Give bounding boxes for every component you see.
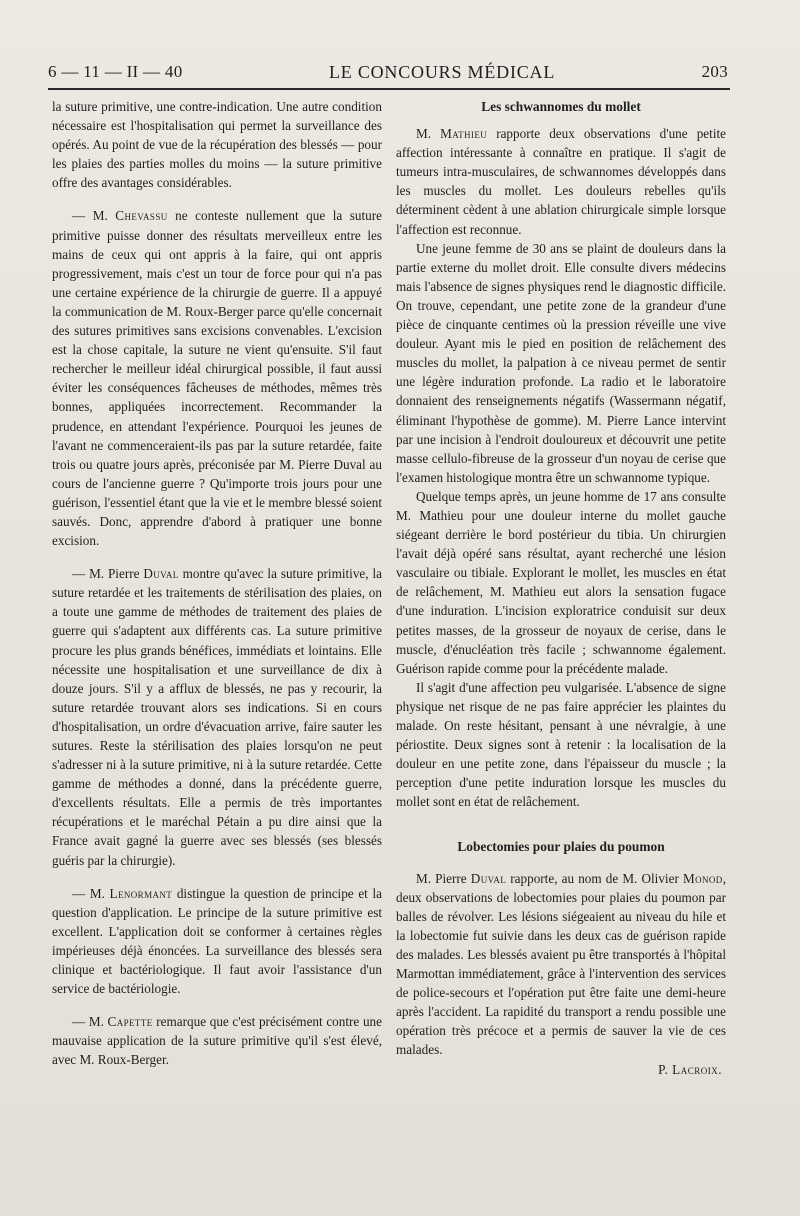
paragraph-discussion: Il s'agit d'une affection peu vulgarisée. L'absence de signe physique net risque de ne pas faire apprécier les plaintes du malade. On reste hésitant, pensant à une névralgie, à une périostite. Deux signes sont à retenir : la localisation de la douleur en une petite zone, dans l'épaisseur du muscle ; la perception d'une petite induration lorsque les muscles du mollet sont en état de relâchement. xyxy=(396,679,726,810)
header-rule xyxy=(48,88,730,90)
paragraph-capette: — M. Capette remarque que c'est précisément contre une mauvaise application de la suture primitive qu'il s'est élevé, avec M. Roux-Berger. xyxy=(52,1014,382,1068)
left-column xyxy=(52,97,382,1070)
paragraph-lobectomies: M. Pierre Duval rapporte, au nom de M. Olivier Monod, deux observations de lobectomies pour plaies du poumon par balles de révolver. Les lésions siégeaient au niveau du hile et la lobectomie fut suivie dans les deux cas de guérison rapide des malades. Les blessés avaient pu être transportés à l'hôpital Marmottan immédiatement, grâce à l'intervention des services de police-secours et l'opération put être faite une demi-heure après l'accident. La rapidité du transport a rendu possible une opération très précoce et a permis de sauver la vie de ces malades. xyxy=(396,870,726,1058)
journal-title: LE CONCOURS MÉDICAL xyxy=(328,61,556,82)
paragraph-lenormant: — M. Lenormant distingue la question de principe et la question d'application. Le principe de la suture primitive est excellent. L'application doit se conformer à certaines règles impérieuses déjà énoncées. La surveillance des blessés sera clinique et bactériologique. Il faut avoir l'assistance d'un service de bactériologie. xyxy=(52,885,383,997)
author-chevassu: Chevassu xyxy=(115,208,168,224)
author-duval: Duval xyxy=(143,566,179,582)
paragraph-suture-intro: la suture primitive, une contre-indication. Une autre condition nécessaire est l'hospitalisation qui permet la surveillance des opérés. Au point de vue de la récupération des blessés — pour les plaies des parties molles du moins — la suture primitive offre des avantages considérables. xyxy=(52,99,382,191)
author-monod: Monod xyxy=(682,870,723,886)
paragraph-mathieu: M. Mathieu rapporte deux observations d'une petite affection intéressante à connaître en pratique. Il s'agit de tumeurs intra-musculaires, de schwannomes développés dans les muscles du mollet. Les douleurs rebelles qu'ils déterminent cèdent à une ablation chirurgicale simple lorsque l'affection est reconnue. xyxy=(396,126,726,237)
section-heading-schwannomes: Les schwannomes du mollet xyxy=(481,99,641,114)
issue-date: 6 — 11 — II — 40 xyxy=(48,62,183,81)
paragraph-chevassu: — M. Chevassu ne conteste nullement que la suture primitive puisse donner des résultats merveilleux entre les mains de ceux qui ont appris à la faire, qui ont appris progressivement, mais c'est un tour de force pour qui n'a pas une certaine expérience de la chirurgie de guerre. Il a appuyé la communication de M. Roux-Berger parce qu'elle concernait des sutures primitives sans excisions convenables. L'excision est la chose capitale, la suture ne vient qu'ensuite. S'il faut rechercher le meilleur idéal chirurgical possible, il faut aussi éviter les conséquences fâcheuses de méthodes, mêmes très bonnes, appliquées incorrectement. Recommander la prudence, en attendant l'expérience. Pourquoi les jeunes de l'avant ne commenceraient-ils pas par la suture retardée, faite trois ou quatre jours après, préconisée par M. Pierre Duval au cours de l'ancienne guerre ? Qu'importe trois jours pour une guérison, l'essentiel étant que la vie et le membre blessé soient sauvés. Donc, apprendre d'abord à pratiquer une bonne excision. xyxy=(52,208,382,549)
section-heading-lobectomies: Lobectomies pour plaies du poumon xyxy=(457,839,665,855)
signature-name: Lacroix. xyxy=(672,1061,722,1077)
paragraph-duval: — M. Pierre Duval montre qu'avec la suture primitive, la suture retardée et les traitements de stérilisation des plaies, on a toute une gamme de méthodes de traitement des plaies de guerre qui s'adaptent aux différents cas. La suture primitive procure les plus grands bénéfices, immédiats et lointains. Elle nécessite une hospitalisation et une surveillance de dix à douze jours. S'il y a afflux de blessés, ne pas y recourir, la suture retardée trouvant alors ses indications. Si en cours d'hospitalisation, un ordre d'évacuation arrive, faire sauter les sutures. Reste la stérilisation des plaies lorsqu'on ne peut s'adresser ni à la suture primitive, ni à la suture retardée. Cette gamme de méthodes a donné, dans la précédente guerre, d'excellents résultats. Elle a permis de très importantes récupérations et le maréchal Pétain a pu dire ainsi que la France avait gagné la guerre avec ses blessés (ses blessés guéris par la chirurgie). xyxy=(52,566,382,868)
author-capette: Capette xyxy=(107,1014,153,1030)
author-duval-2: Duval xyxy=(470,870,507,886)
article-signature: P. Lacroix. xyxy=(658,1061,722,1077)
page-number: 203 xyxy=(701,62,728,81)
paragraph-case-1: Une jeune femme de 30 ans se plaint de douleurs dans la partie externe du mollet droit. Elle consulte divers médecins mais l'absence de signes physiques rend le diagnostic difficile. On trouve, cependant, une petite zone de la grandeur d'une pièce de cinquante centimes où la pression réveille une vive douleur. Ayant mis le pied en position de relâchement des muscles du mollet, la palpation à ce niveau permet de sentir une légère induration profonde. La radio et le laboratoire donnaient des renseignements négatifs (Wassermann négatif, éliminant l'hypothèse de gomme). M. Pierre Lance intervint par une incision à l'endroit douloureux et découvrit une petite masse cellulo-fibreuse de la grosseur d'un noyau de cerise que l'examen histologique montra être un schwannome typique. xyxy=(396,240,726,485)
right-column xyxy=(396,97,726,1079)
paragraph-case-2: Quelque temps après, un jeune homme de 17 ans consulte M. Mathieu pour une douleur interne du mollet gauche siégeant derrière le bord postérieur du tibia. Un chirurgien l'avait déjà opéré sans résultat, ayant recherché une lésion vasculaire ou tibiale. Explorant le mollet, les muscles en état de relâchement, M. Mathieu eut alors la sensation fugace d'une induration. L'incision exploratrice conduisit sur deux petites masses, de la grosseur de noyaux de cerise, dans le muscle, d'énucléation très facile ; schwannome également. Guérison rapide comme pour la précédente malade. xyxy=(396,488,726,676)
author-lenormant: Lenormant xyxy=(109,885,173,901)
author-mathieu: Mathieu xyxy=(440,126,488,142)
page-header xyxy=(48,56,728,88)
